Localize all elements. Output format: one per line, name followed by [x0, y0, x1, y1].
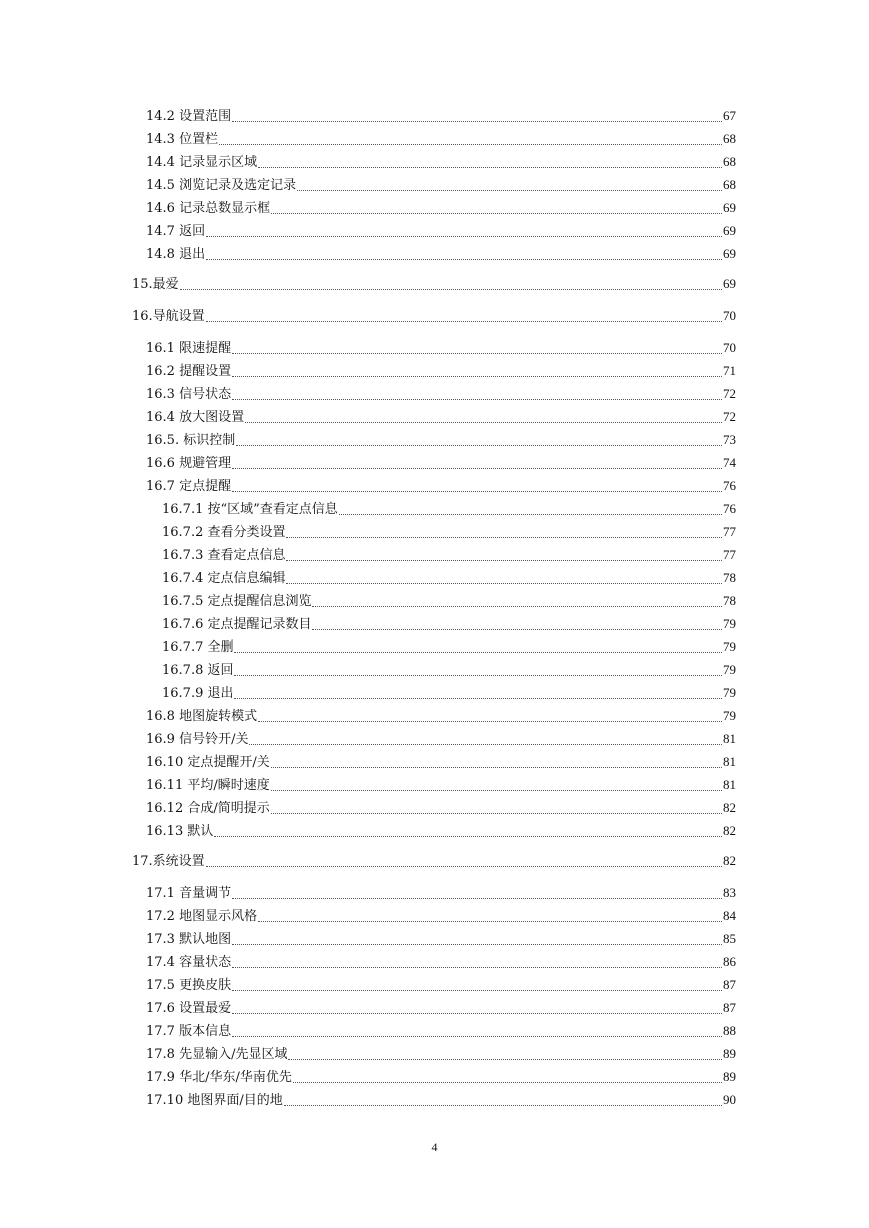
leader-dots — [214, 836, 722, 837]
toc-entry[interactable] — [146, 197, 736, 219]
toc-entry-page: 68 — [723, 154, 736, 169]
toc-entry-page: 68 — [723, 177, 736, 192]
leader-dots — [232, 898, 722, 899]
toc-entry-page: 67 — [723, 108, 736, 123]
toc-entry-label: 17.8 先显输入/先显区域 — [146, 1047, 288, 1062]
leader-dots — [258, 921, 722, 922]
toc-entry-page: 84 — [723, 908, 736, 923]
leader-dots — [286, 583, 722, 584]
toc-entry-label: 16.12 合成/简明提示 — [146, 801, 270, 816]
toc-entry-label: 14.7 返回 — [146, 224, 206, 239]
toc-chapter[interactable] — [132, 850, 736, 872]
toc-entry-page: 86 — [723, 954, 736, 969]
toc-entry-page: 74 — [723, 455, 736, 470]
leader-dots — [232, 944, 722, 945]
toc-subentry-page: 79 — [723, 639, 736, 654]
toc-subentry[interactable] — [162, 636, 736, 658]
toc-entry[interactable] — [146, 452, 736, 474]
leader-dots — [206, 866, 722, 867]
toc-entry[interactable] — [146, 1066, 736, 1088]
leader-dots — [232, 990, 722, 991]
toc-entry[interactable] — [146, 383, 736, 405]
toc-entry[interactable] — [146, 751, 736, 773]
toc-entry-label: 16.2 提醒设置 — [146, 364, 232, 379]
toc-entry-label: 16.10 定点提醒开/关 — [146, 755, 270, 770]
toc-entry-page: 68 — [723, 131, 736, 146]
toc-subentry[interactable] — [162, 682, 736, 704]
toc-subentry[interactable] — [162, 590, 736, 612]
toc-entry-label: 17.7 版本信息 — [146, 1024, 232, 1039]
toc-entry-label: 16.5. 标识控制 — [146, 433, 236, 448]
toc-entry-label: 17.6 设置最爱 — [146, 1001, 232, 1016]
toc-entry[interactable] — [146, 928, 736, 950]
leader-dots — [180, 289, 722, 290]
toc-subentry[interactable] — [162, 521, 736, 543]
toc-entry-label: 17.9 华北/华东/华南优先 — [146, 1070, 292, 1085]
leader-dots — [232, 121, 722, 122]
leader-dots — [245, 422, 722, 423]
toc-entry-label: 14.2 设置范围 — [146, 109, 232, 124]
toc-subentry-page: 78 — [723, 593, 736, 608]
toc-entry-label: 16.9 信号铃开/关 — [146, 732, 249, 747]
toc-entry-label: 14.8 退出 — [146, 247, 206, 262]
toc-subentry-label: 16.7.4 定点信息编辑 — [162, 571, 286, 586]
leader-dots — [286, 537, 722, 538]
toc-entry[interactable] — [146, 997, 736, 1019]
toc-entry[interactable] — [146, 475, 736, 497]
toc-entry[interactable] — [146, 151, 736, 173]
toc-entry[interactable] — [146, 1089, 736, 1111]
toc-subentry-page: 77 — [723, 547, 736, 562]
leader-dots — [339, 514, 722, 515]
toc-entry-page: 82 — [723, 800, 736, 815]
toc-subentry-label: 16.7.6 定点提醒记录数目 — [162, 617, 312, 632]
toc-entry-label: 14.4 记录显示区域 — [146, 155, 258, 170]
leader-dots — [258, 721, 722, 722]
toc-entry-page: 76 — [723, 478, 736, 493]
toc-entry[interactable] — [146, 105, 736, 127]
toc-entry-label: 16.11 平均/瞬时速度 — [146, 778, 270, 793]
toc-entry-label: 16.8 地图旋转模式 — [146, 709, 258, 724]
toc-entry[interactable] — [146, 220, 736, 242]
toc-entry[interactable] — [146, 174, 736, 196]
toc-entry-label: 16.3 信号状态 — [146, 387, 232, 402]
toc-entry[interactable] — [146, 951, 736, 973]
leader-dots — [312, 629, 722, 630]
leader-dots — [206, 321, 722, 322]
toc-entry-page: 81 — [723, 754, 736, 769]
toc-subentry[interactable] — [162, 613, 736, 635]
toc-entry-label: 14.5 浏览记录及选定记录 — [146, 178, 297, 193]
toc-subentry-page: 78 — [723, 570, 736, 585]
toc-entry-page: 81 — [723, 731, 736, 746]
leader-dots — [232, 491, 722, 492]
toc-entry[interactable] — [146, 337, 736, 359]
toc-entry[interactable] — [146, 728, 736, 750]
toc-entry-label: 17.1 音量调节 — [146, 886, 232, 901]
leader-dots — [232, 1013, 722, 1014]
toc-entry[interactable] — [146, 705, 736, 727]
leader-dots — [232, 353, 722, 354]
toc-entry-label: 14.6 记录总数显示框 — [146, 201, 271, 216]
toc-subentry-label: 16.7.1 按“区域”查看定点信息 — [162, 502, 338, 517]
toc-entry-page: 82 — [723, 823, 736, 838]
toc-subentry-page: 76 — [723, 501, 736, 516]
toc-entry-label: 16.7 定点提醒 — [146, 479, 232, 494]
toc-subentry-label: 16.7.2 查看分类设置 — [162, 525, 286, 540]
toc-subentry-label: 16.7.9 退出 — [162, 686, 234, 701]
toc-entry-page: 90 — [723, 1092, 736, 1107]
toc-entry[interactable] — [146, 243, 736, 265]
leader-dots — [271, 813, 722, 814]
toc-entry[interactable] — [146, 360, 736, 382]
toc-entry[interactable] — [146, 429, 736, 451]
toc-subentry[interactable] — [162, 544, 736, 566]
leader-dots — [232, 468, 722, 469]
toc-entry[interactable] — [146, 905, 736, 927]
leader-dots — [206, 236, 722, 237]
toc-chapter[interactable] — [132, 273, 736, 295]
leader-dots — [286, 560, 722, 561]
toc-subentry[interactable] — [162, 659, 736, 681]
toc-entry[interactable] — [146, 774, 736, 796]
toc-subentry-label: 16.7.3 查看定点信息 — [162, 548, 286, 563]
leader-dots — [232, 399, 722, 400]
leader-dots — [271, 790, 722, 791]
leader-dots — [232, 376, 722, 377]
toc-entry-label: 17.2 地图显示风格 — [146, 909, 258, 924]
leader-dots — [219, 144, 722, 145]
toc-entry-label: 16.1 限速提醒 — [146, 341, 232, 356]
leader-dots — [312, 606, 722, 607]
toc-entry-page: 89 — [723, 1069, 736, 1084]
toc-entry-page: 69 — [723, 246, 736, 261]
toc-subentry-label: 16.7.7 全删 — [162, 640, 234, 655]
toc-subentry[interactable] — [162, 567, 736, 589]
toc-subentry[interactable] — [162, 498, 736, 520]
toc-entry-page: 69 — [723, 200, 736, 215]
toc-entry-label: 17.4 容量状态 — [146, 955, 232, 970]
toc-entry[interactable] — [146, 882, 736, 904]
toc-entry-label: 17.5 更换皮肤 — [146, 978, 232, 993]
toc-entry-page: 71 — [723, 363, 736, 378]
leader-dots — [288, 1059, 722, 1060]
toc-entry-page: 69 — [723, 223, 736, 238]
leader-dots — [258, 167, 722, 168]
toc-entry-page: 72 — [723, 409, 736, 424]
toc-chapter-page: 69 — [723, 276, 736, 291]
toc-entry[interactable] — [146, 1043, 736, 1065]
toc-chapter[interactable] — [132, 305, 736, 327]
toc-entry-label: 16.4 放大图设置 — [146, 410, 245, 425]
toc-subentry-label: 16.7.5 定点提醒信息浏览 — [162, 594, 312, 609]
toc-entry-page: 73 — [723, 432, 736, 447]
leader-dots — [232, 967, 722, 968]
toc-subentry-page: 77 — [723, 524, 736, 539]
leader-dots — [271, 767, 722, 768]
toc-entry-label: 17.10 地图界面/目的地 — [146, 1093, 283, 1108]
toc-entry[interactable] — [146, 1020, 736, 1042]
toc-entry-label: 16.13 默认 — [146, 824, 214, 839]
toc-entry[interactable] — [146, 797, 736, 819]
toc-entry-page: 87 — [723, 1000, 736, 1015]
toc-entry-page: 70 — [723, 340, 736, 355]
toc-entry-page: 85 — [723, 931, 736, 946]
toc-entry-page: 88 — [723, 1023, 736, 1038]
toc-entry-page: 81 — [723, 777, 736, 792]
leader-dots — [232, 1036, 722, 1037]
toc-chapter-page: 82 — [723, 853, 736, 868]
toc-entry-page: 89 — [723, 1046, 736, 1061]
toc-subentry-page: 79 — [723, 685, 736, 700]
leader-dots — [249, 744, 722, 745]
toc-chapter-label: 17.系统设置 — [132, 854, 205, 869]
toc-entry[interactable] — [146, 974, 736, 996]
leader-dots — [293, 1082, 722, 1083]
page-number: 4 — [431, 1140, 438, 1154]
toc-entry-page: 72 — [723, 386, 736, 401]
leader-dots — [206, 259, 722, 260]
leader-dots — [271, 213, 722, 214]
toc-entry-label: 16.6 规避管理 — [146, 456, 232, 471]
leader-dots — [234, 698, 722, 699]
toc-entry-label: 14.3 位置栏 — [146, 132, 219, 147]
toc-entry[interactable] — [146, 820, 736, 842]
leader-dots — [234, 652, 722, 653]
toc-entry-page: 79 — [723, 708, 736, 723]
toc-entry-label: 17.3 默认地图 — [146, 932, 232, 947]
toc-entry[interactable] — [146, 128, 736, 150]
toc-subentry-page: 79 — [723, 662, 736, 677]
toc-entry[interactable] — [146, 406, 736, 428]
toc-chapter-label: 15.最爱 — [132, 277, 179, 292]
toc-subentry-page: 79 — [723, 616, 736, 631]
toc-subentry-label: 16.7.8 返回 — [162, 663, 234, 678]
leader-dots — [284, 1105, 722, 1106]
toc-chapter-page: 70 — [723, 308, 736, 323]
leader-dots — [234, 675, 722, 676]
toc-entry-page: 87 — [723, 977, 736, 992]
toc-entry-page: 83 — [723, 885, 736, 900]
toc-chapter-label: 16.导航设置 — [132, 309, 205, 324]
leader-dots — [297, 190, 722, 191]
leader-dots — [236, 445, 722, 446]
